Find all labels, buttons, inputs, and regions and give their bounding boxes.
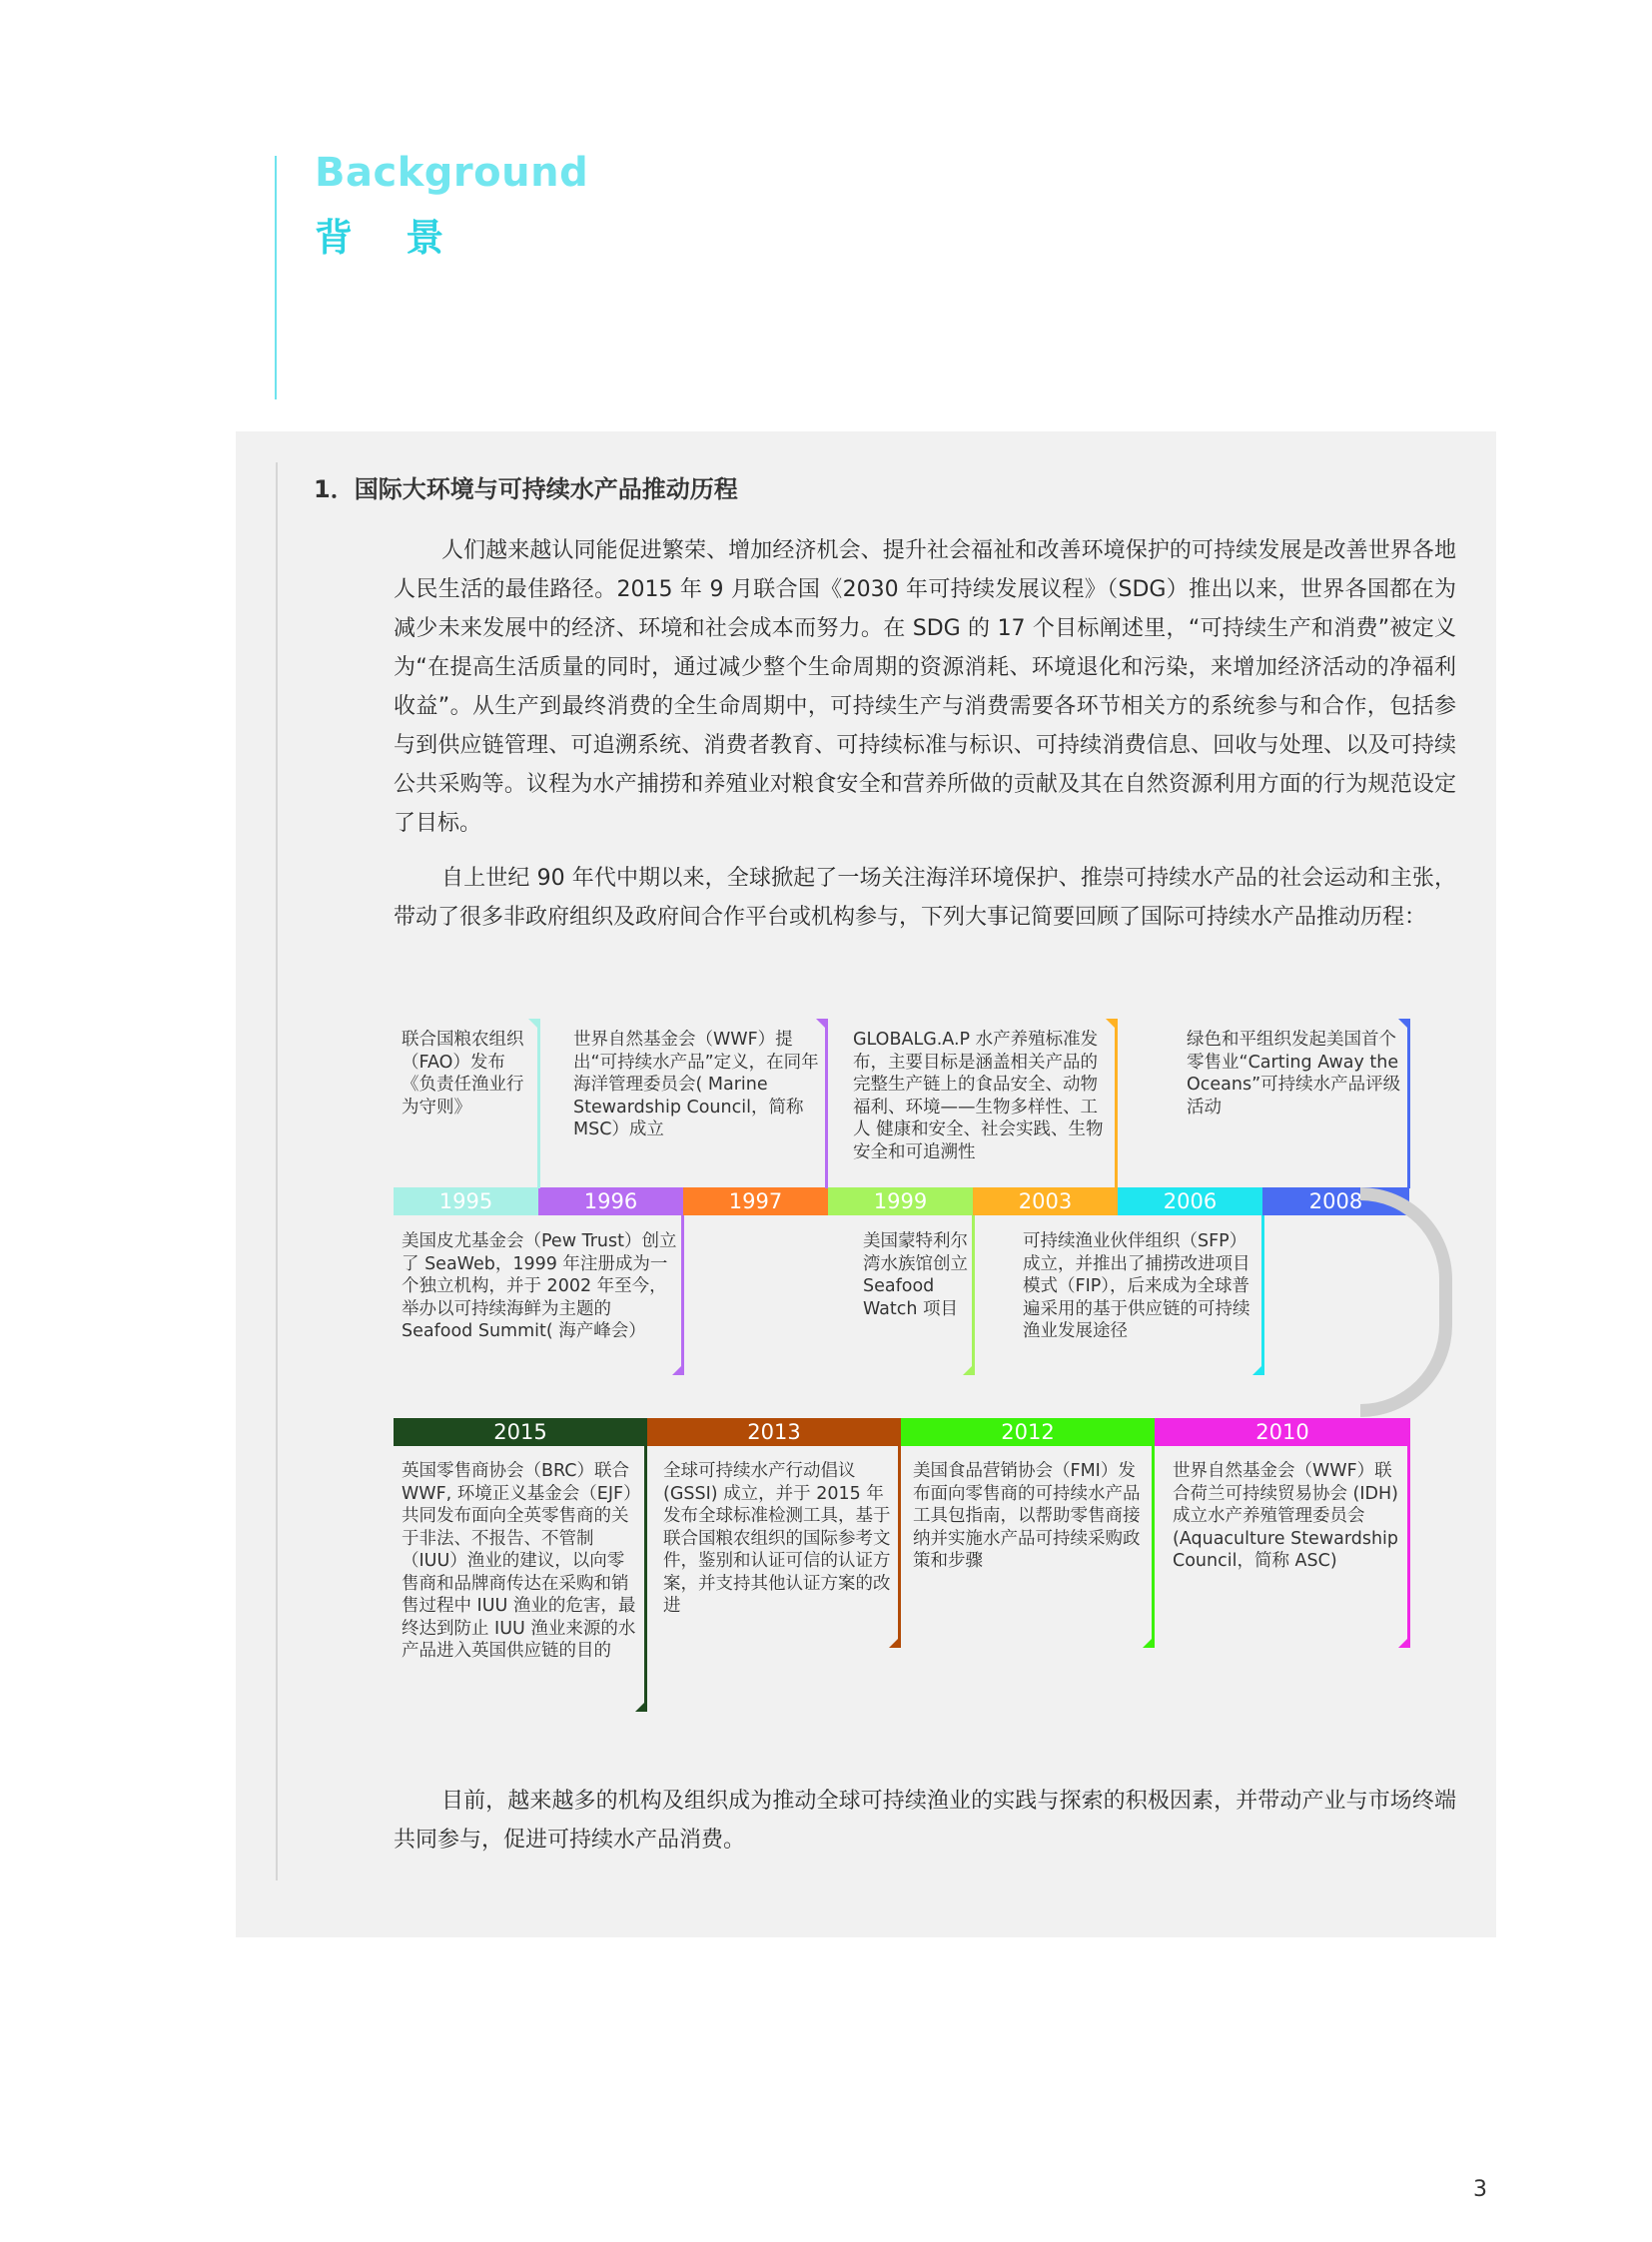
connector-corner-mark: [1106, 1019, 1118, 1031]
connector-corner-mark: [528, 1019, 540, 1031]
year-bar-1997: 1997: [683, 1187, 828, 1215]
event-2013: 全球可持续水产行动倡议 (GSSI) 成立，并于 2015 年发布全球标准检测工具，基于联合国粮农组织的国际参考文件，鉴别和认证可信的认证方案，并支持其他认证方案的改进: [663, 1461, 891, 1616]
year-bar-2008: 2008: [1262, 1187, 1409, 1215]
connector-corner-mark: [672, 1363, 684, 1375]
year-bar-1999: 1999: [828, 1187, 973, 1215]
connector-corner-mark: [1252, 1363, 1264, 1375]
connector-corner-mark: [816, 1019, 828, 1031]
section-heading: 1．国际大环境与可持续水产品推动历程: [314, 475, 738, 503]
year-bar-1995: 1995: [394, 1187, 538, 1215]
year-bar-1996: 1996: [538, 1187, 683, 1215]
paragraph-3: 目前，越来越多的机构及组织成为推动全球可持续渔业的实践与探索的积极因素，并带动产业与市场终端共同参与，促进可持续水产品消费。: [394, 1789, 1456, 1853]
event-2015: 英国零售商协会（BRC）联合 WWF, 环境正义基金会（EJF）共同发布面向全英零售商的关于非法、不报告、不管制（IUU）渔业的建议，以向零售商和品牌商传达在采购和销售过程中 IUU 渔业的危害，最终达到防止 IUU 渔业来源的水产品进入英国供应链的目的: [402, 1461, 636, 1661]
page-number: 3: [1473, 2177, 1487, 2202]
connector-2010: [1407, 1446, 1410, 1648]
connector-corner-mark: [1398, 1636, 1410, 1648]
connector-2003: [1115, 1019, 1118, 1188]
event-1996-pew: 美国皮尤基金会（Pew Trust）创立了 SeaWeb，1999 年注册成为一个独立机构，并于 2002 年至今，举办以可持续海鲜为主题的Seafood Summit( 海产峰会）: [402, 1231, 677, 1341]
connector-corner-mark: [635, 1700, 647, 1712]
connector-2012: [1152, 1446, 1155, 1648]
year-bar-2003: 2003: [973, 1187, 1118, 1215]
event-2012: 美国食品营销协会（FMI）发布面向零售商的可持续水产品工具包指南，以帮助零售商接纳并实施水产品可持续采购政策和步骤: [913, 1461, 1141, 1571]
connector-corner-mark: [1398, 1019, 1410, 1031]
paragraph-1: 人们越来越认同能促进繁荣、增加经济机会、提升社会福祉和改善环境保护的可持续发展是改善世界各地人民生活的最佳路径。2015 年 9 月联合国《2030 年可持续发展议程》（SDG）推出以来，世界各国都在为减少未来发展中的经济、环境和社会成本而努力。在 SDG 的 17 个目标阐述里，“可持续生产和消费”被定义为“在提高生活质量的同时，通过减少整个生命周期的资源消耗、环境退化和污染，来增加经济活动的净福利收益”。从生产到最终消费的全生命周期中，可持续生产与消费需要各环节相关方的系统参与和合作，包括参与到供应链管理、可追溯系统、消费者教育、可持续标准与标识、可持续消费信息、回收与处理、以及可持续公共采购等。议程为水产捕捞和养殖业对粮食安全和营养所做的贡献及其在自然资源利用方面的行为规范设定了目标。: [394, 538, 1456, 836]
event-2010: 世界自然基金会（WWF）联合荷兰可持续贸易协会 (IDH) 成立水产养殖管理委员会 (Aquaculture Stewardship Council，简称 ASC): [1173, 1461, 1399, 1571]
year-bar-2010: 2010: [1155, 1418, 1410, 1446]
connector-2013: [898, 1446, 901, 1648]
header-accent-line: [275, 156, 277, 399]
connector-2015: [644, 1446, 647, 1712]
connector-2008: [1407, 1019, 1410, 1188]
year-bar-2012: 2012: [901, 1418, 1155, 1446]
connector-corner-mark: [1143, 1636, 1155, 1648]
event-1996: 世界自然基金会（WWF）提出“可持续水产品”定义，在同年海洋管理委员会( Marine Stewardship Council，简称 MSC）成立: [573, 1030, 819, 1139]
event-2006: 可持续渔业伙伴组织（SFP）成立，并推出了捕捞改进项目模式（FIP），后来成为全球普遍采用的基于供应链的可持续渔业发展途径: [1023, 1231, 1250, 1341]
event-1999: 美国蒙特利尔湾水族馆创立 Seafood Watch 项目: [863, 1231, 968, 1319]
year-bar-2015: 2015: [394, 1418, 647, 1446]
connector-1996: [825, 1019, 828, 1188]
connector-2006: [1261, 1215, 1264, 1375]
event-2008: 绿色和平组织发起美国首个零售业“Carting Away the Oceans”可持续水产品评级活动: [1187, 1030, 1401, 1118]
event-1995: 联合国粮农组织（FAO）发布《负责任渔业行为守则》: [402, 1030, 524, 1118]
connector-corner-mark: [963, 1363, 975, 1375]
connector-pew: [681, 1215, 684, 1375]
connector-1999: [972, 1215, 975, 1375]
event-2003: GLOBALG.A.P 水产养殖标准发布，主要目标是涵盖相关产品的完整生产链上的食品安全、动物福利、环境——生物多样性、工人 健康和安全、社会实践、生物安全和可追溯性: [853, 1030, 1104, 1162]
connector-1995: [537, 1019, 540, 1188]
title-english: Background: [315, 150, 589, 196]
year-bar-2006: 2006: [1118, 1187, 1262, 1215]
title-chinese: 背 景: [315, 216, 464, 260]
panel-accent-line: [276, 462, 278, 1880]
paragraph-2: 自上世纪 90 年代中期以来，全球掀起了一场关注海洋环境保护、推崇可持续水产品的社会运动和主张，带动了很多非政府组织及政府间合作平台或机构参与，下列大事记简要回顾了国际可持续水产品推动历程：: [394, 866, 1456, 930]
connector-corner-mark: [889, 1636, 901, 1648]
year-bar-2013: 2013: [647, 1418, 901, 1446]
